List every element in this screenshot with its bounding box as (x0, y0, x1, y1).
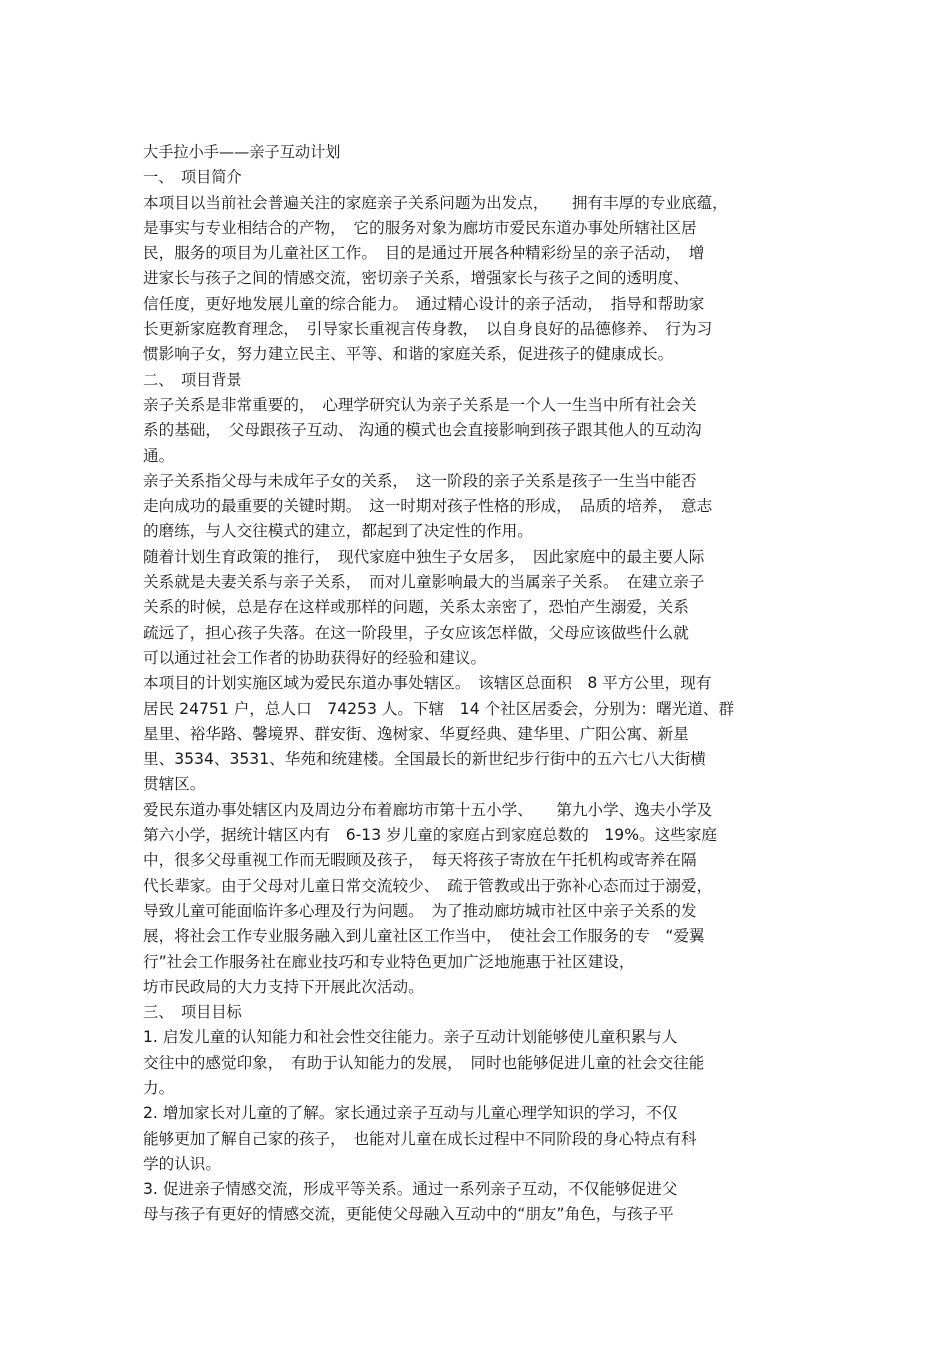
text-line: 可以通过社会工作者的协助获得好的经验和建议。 (143, 648, 487, 667)
section-heading-goals: 三、 项目目标 (143, 1003, 242, 1022)
text-line: 的磨练，与人交往模式的建立，都起到了决定性的作用。 (143, 522, 533, 541)
text-line: 通。 (143, 446, 175, 465)
text-line: 中，很多父母重视工作而无暇顾及孩子， 每天将孩子寄放在午托机构或寄养在隔 (143, 851, 697, 870)
text-line: 是事实与专业相结合的产物， 它的服务对象为廊坊市爱民东道办事处所辖社区居 (143, 218, 697, 237)
text-line: 居民 24751 户，总人口 74253 人。下辖 14 个社区居委会，分别为：曙光道、群 (143, 699, 735, 718)
text-line: 2. 增加家长对儿童的了解。家长通过亲子互动与儿童心理学知识的学习，不仅 (143, 1104, 678, 1123)
text-line: 星里、裕华路、馨境界、群安街、逸树家、华夏经典、建华里、广阳公寓、新星 (143, 724, 689, 743)
text-line: 惯影响子女，努力建立民主、平等、和谐的家庭关系，促进孩子的健康成长。 (143, 345, 674, 364)
text-line: 长更新家庭教育理念， 引导家长重视言传身教， 以自身良好的品德修养、 行为习 (143, 320, 713, 339)
text-line: 能够更加了解自己家的孩子， 也能对儿童在成长过程中不同阶段的身心特点有科 (143, 1129, 697, 1148)
text-line: 系的基础， 父母跟孩子互动、 沟通的模式也会直接影响到孩子跟其他人的互动沟 (143, 421, 702, 440)
text-line: 随着计划生育政策的推行， 现代家庭中独生子女居多， 因此家庭中的最主要人际 (143, 547, 705, 566)
text-line: 代长辈家。由于父母对儿童日常交流较少、 疏于管教或出于弥补心态而过于溺爱， (143, 876, 713, 895)
text-line: 亲子关系是非常重要的， 心理学研究认为亲子关系是一个人一生当中所有社会关 (143, 395, 697, 414)
document-page (143, 140, 813, 1228)
text-line: 里、3534、3531、华苑和统建楼。全国最长的新世纪步行街中的五六七八大街横 (143, 750, 706, 769)
text-line: 行”社会工作服务社在廊业技巧和专业特色更加广泛地施惠于社区建设， (143, 952, 635, 971)
text-line: 母与孩子有更好的情感交流，更能使父母融入互动中的“朋友”角色，与孩子平 (143, 1205, 674, 1224)
section-heading-background: 二、 项目背景 (143, 370, 242, 389)
document-title: 大手拉小手——亲子互动计划 (143, 143, 341, 161)
text-line: 走向成功的最重要的关键时期。 这一时期对孩子性格的形成， 品质的培养， 意志 (143, 497, 713, 516)
text-line: 展，将社会工作专业服务融入到儿童社区工作当中， 使社会工作服务的专 “爱翼 (143, 927, 705, 946)
text-line: 亲子关系指父母与未成年子女的关系， 这一阶段的亲子关系是孩子一生当中能否 (143, 471, 697, 490)
text-line: 民，服务的项目为儿童社区工作。 目的是通过开展各种精彩纷呈的亲子活动， 增 (143, 244, 705, 263)
text-line: 本项目以当前社会普遍关注的家庭亲子关系问题为出发点， 拥有丰厚的专业底蕴， (143, 193, 728, 212)
section-heading-intro: 一、 项目简介 (143, 168, 242, 187)
text-line: 疏远了，担心孩子失落。在这一阶段里，子女应该怎样做，父母应该做些什么就 (143, 623, 689, 642)
text-line: 贯辖区。 (143, 775, 206, 794)
text-line: 学的认识。 (143, 1154, 221, 1173)
text-line: 1. 启发儿童的认知能力和社会性交往能力。亲子互动计划能够使儿童积累与人 (143, 1028, 678, 1047)
text-line: 爱民东道办事处辖区内及周边分布着廊坊市第十五小学、 第九小学、逸夫小学及 (143, 800, 713, 819)
text-line: 信任度，更好地发展儿童的综合能力。 通过精心设计的亲子活动， 指导和帮助家 (143, 294, 705, 313)
text-line: 力。 (143, 1078, 175, 1097)
text-line: 关系就是夫妻关系与亲子关系， 而对儿童影响最大的当属亲子关系。 在建立亲子 (143, 573, 705, 592)
text-line: 进家长与孩子之间的情感交流，密切亲子关系，增强家长与孩子之间的透明度、 (143, 269, 689, 288)
text-line: 3. 促进亲子情感交流，形成平等关系。通过一系列亲子互动，不仅能够促进父 (143, 1180, 678, 1199)
text-line: 坊市民政局的大力支持下开展此次活动。 (143, 977, 424, 996)
text-line: 交往中的感觉印象， 有助于认知能力的发展， 同时也能够促进儿童的社会交往能 (143, 1053, 705, 1072)
text-line: 关系的时候，总是存在这样或那样的问题，关系太亲密了，恐怕产生溺爱，关系 (143, 598, 689, 617)
text-line: 导致儿童可能面临许多心理及行为问题。 为了推动廊坊城市社区中亲子关系的发 (143, 901, 697, 920)
text-line: 本项目的计划实施区域为爱民东道办事处辖区。 该辖区总面积 8 平方公里，现有 (143, 674, 712, 693)
text-line: 第六小学，据统计辖区内有 6-13 岁儿童的家庭占到家庭总数的 19%。这些家庭 (143, 826, 718, 845)
